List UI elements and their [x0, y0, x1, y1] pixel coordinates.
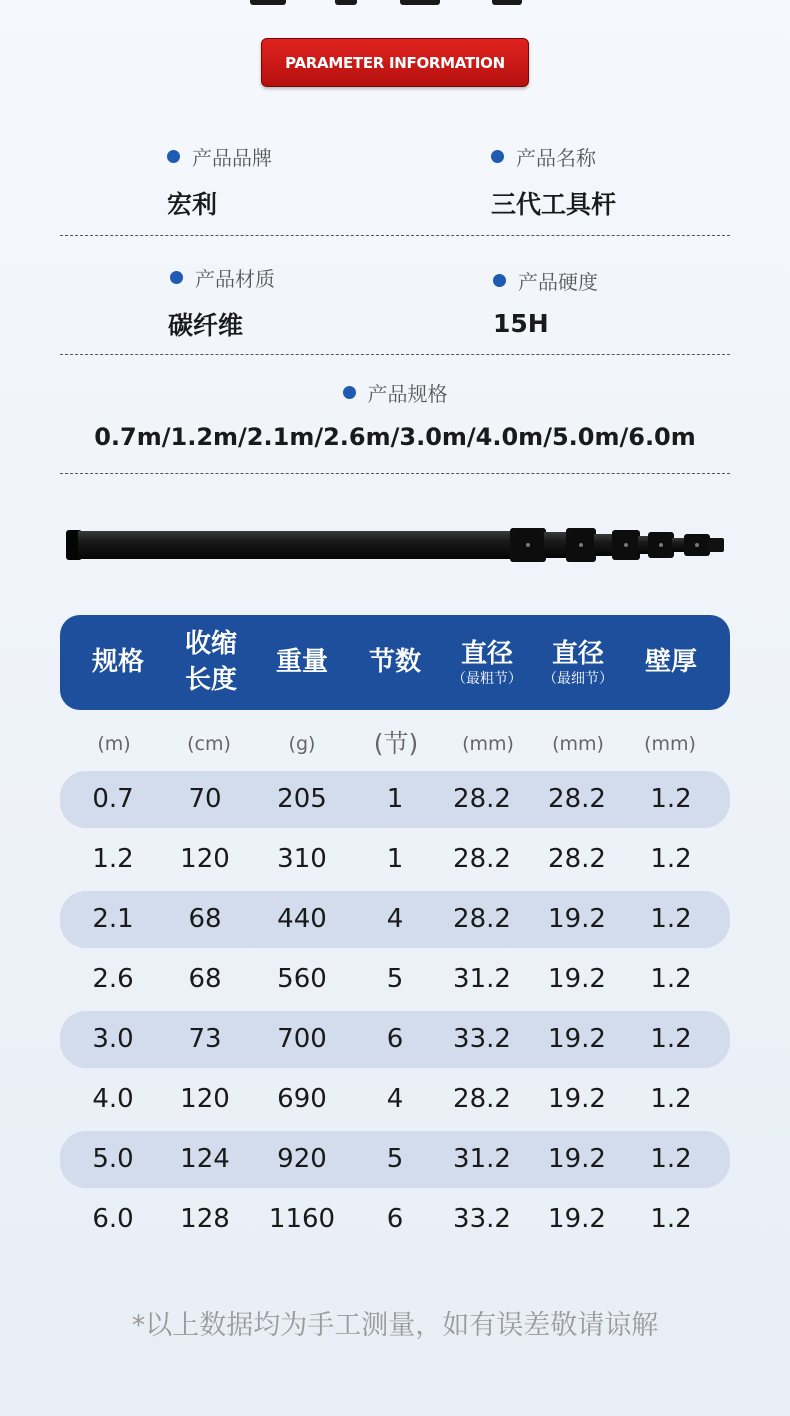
banner-label: PARAMETER INFORMATION — [285, 53, 505, 72]
unit-label: (m) — [97, 733, 131, 755]
table-row — [60, 951, 730, 1008]
table-cell: 70 — [188, 784, 222, 814]
table-cell: 2.1 — [92, 904, 134, 934]
table-cell: 128 — [180, 1204, 230, 1234]
table-cell: 3.0 — [92, 1024, 134, 1054]
table-row — [60, 1131, 730, 1188]
carbon-pole-icon — [60, 522, 730, 568]
attr-value: 碳纤维 — [168, 311, 244, 340]
table-cell: 28.2 — [548, 784, 606, 814]
table-cell: 920 — [277, 1144, 327, 1174]
table-cell: 4.0 — [92, 1084, 134, 1114]
attr-value: 宏利 — [167, 190, 218, 219]
table-cell: 28.2 — [453, 784, 511, 814]
col-header-diameter-thickest — [442, 615, 532, 710]
table-cell: 120 — [180, 844, 230, 874]
table-cell: 19.2 — [548, 964, 606, 994]
col-title: 直径 — [551, 638, 604, 669]
table-row — [60, 1071, 730, 1128]
table-cell: 1.2 — [650, 844, 692, 874]
table-cell: 0.7 — [92, 784, 134, 814]
table-cell: 68 — [188, 964, 222, 994]
table-cell: 4 — [386, 1084, 404, 1114]
unit-label: (mm) — [644, 733, 696, 755]
attr-label: 产品品牌 — [192, 146, 272, 170]
bullet-dot-icon — [491, 150, 504, 163]
table-cell: 6.0 — [92, 1204, 134, 1234]
table-cell: 560 — [277, 964, 327, 994]
table-cell: 68 — [188, 904, 222, 934]
table-row — [60, 891, 730, 948]
unit-label: (节) — [373, 729, 419, 758]
dashed-divider — [60, 354, 730, 355]
col-header-wall-thickness — [626, 615, 716, 710]
table-cell: 690 — [277, 1084, 327, 1114]
attr-value: 15H — [493, 309, 549, 338]
parameter-info-banner — [261, 38, 529, 87]
bullet-dot-icon — [493, 274, 506, 287]
table-cell: 5 — [386, 1144, 404, 1174]
table-cell: 19.2 — [548, 1144, 606, 1174]
col-title: 重量 — [275, 647, 328, 678]
table-row — [60, 1191, 730, 1248]
table-cell: 2.6 — [92, 964, 134, 994]
attr-label: 产品硬度 — [518, 270, 598, 294]
table-cell: 1.2 — [650, 784, 692, 814]
table-cell: 1.2 — [650, 1204, 692, 1234]
col-header-spec — [73, 615, 163, 710]
col-title: 直径 — [460, 638, 513, 669]
dashed-divider — [60, 235, 730, 236]
table-cell: 19.2 — [548, 1024, 606, 1054]
table-cell: 31.2 — [453, 964, 511, 994]
unit-label: (g) — [288, 733, 316, 755]
col-title: 规格 — [91, 647, 144, 678]
table-cell: 4 — [386, 904, 404, 934]
attr-value: 三代工具杆 — [491, 190, 617, 219]
table-header — [60, 615, 730, 710]
col-title: 收缩长度 — [184, 629, 237, 695]
table-row — [60, 1011, 730, 1068]
table-cell: 5.0 — [92, 1144, 134, 1174]
table-cell: 1.2 — [650, 964, 692, 994]
table-cell: 28.2 — [453, 1084, 511, 1114]
table-cell: 1.2 — [650, 1084, 692, 1114]
table-row — [60, 831, 730, 888]
table-cell: 1 — [386, 844, 404, 874]
col-header-retracted-length — [180, 615, 242, 710]
attr-label: 产品名称 — [516, 146, 596, 170]
units-row — [0, 727, 790, 761]
table-cell: 28.2 — [453, 844, 511, 874]
attr-material — [170, 263, 275, 342]
table-cell: 6 — [386, 1204, 404, 1234]
table-row — [60, 771, 730, 828]
spec-block — [0, 378, 790, 451]
unit-label: (mm) — [462, 733, 514, 755]
col-subtitle: （最粗节） — [452, 671, 522, 688]
table-cell: 6 — [386, 1024, 404, 1054]
table-cell: 31.2 — [453, 1144, 511, 1174]
unit-label: (mm) — [552, 733, 604, 755]
table-cell: 33.2 — [453, 1204, 511, 1234]
table-cell: 1.2 — [92, 844, 134, 874]
table-cell: 700 — [277, 1024, 327, 1054]
attr-brand — [167, 142, 272, 221]
table-cell: 19.2 — [548, 1204, 606, 1234]
col-header-weight — [257, 615, 347, 710]
bullet-dot-icon — [167, 150, 180, 163]
attr-label: 产品材质 — [195, 267, 275, 291]
col-subtitle: （最细节） — [543, 671, 613, 688]
footnote: *以上数据均为手工测量，如有误差敬请谅解 — [131, 1310, 659, 1341]
table-cell: 1.2 — [650, 904, 692, 934]
table-cell: 205 — [277, 784, 327, 814]
table-cell: 19.2 — [548, 904, 606, 934]
table-cell: 19.2 — [548, 1084, 606, 1114]
table-cell: 33.2 — [453, 1024, 511, 1054]
table-cell: 1160 — [268, 1204, 336, 1234]
table-cell: 1.2 — [650, 1024, 692, 1054]
table-cell: 1 — [386, 784, 404, 814]
title-remnant — [240, 0, 540, 10]
table-cell: 310 — [277, 844, 327, 874]
table-cell: 73 — [188, 1024, 222, 1054]
dashed-divider — [60, 473, 730, 474]
bullet-dot-icon — [170, 271, 183, 284]
spec-label: 产品规格 — [367, 382, 448, 406]
bullet-dot-icon — [343, 386, 356, 399]
attr-hardness — [493, 266, 598, 338]
table-cell: 5 — [386, 964, 404, 994]
table-cell: 1.2 — [650, 1144, 692, 1174]
table-cell: 440 — [277, 904, 327, 934]
table-cell: 124 — [180, 1144, 230, 1174]
col-title: 壁厚 — [644, 647, 697, 678]
col-header-sections — [350, 615, 440, 710]
col-header-diameter-thinnest — [533, 615, 623, 710]
attr-product-name — [491, 142, 616, 221]
table-cell: 28.2 — [453, 904, 511, 934]
unit-label: (cm) — [187, 733, 231, 755]
table-cell: 120 — [180, 1084, 230, 1114]
spec-value: 0.7m/1.2m/2.1m/2.6m/3.0m/4.0m/5.0m/6.0m — [94, 423, 696, 451]
col-title: 节数 — [368, 647, 421, 678]
table-cell: 28.2 — [548, 844, 606, 874]
